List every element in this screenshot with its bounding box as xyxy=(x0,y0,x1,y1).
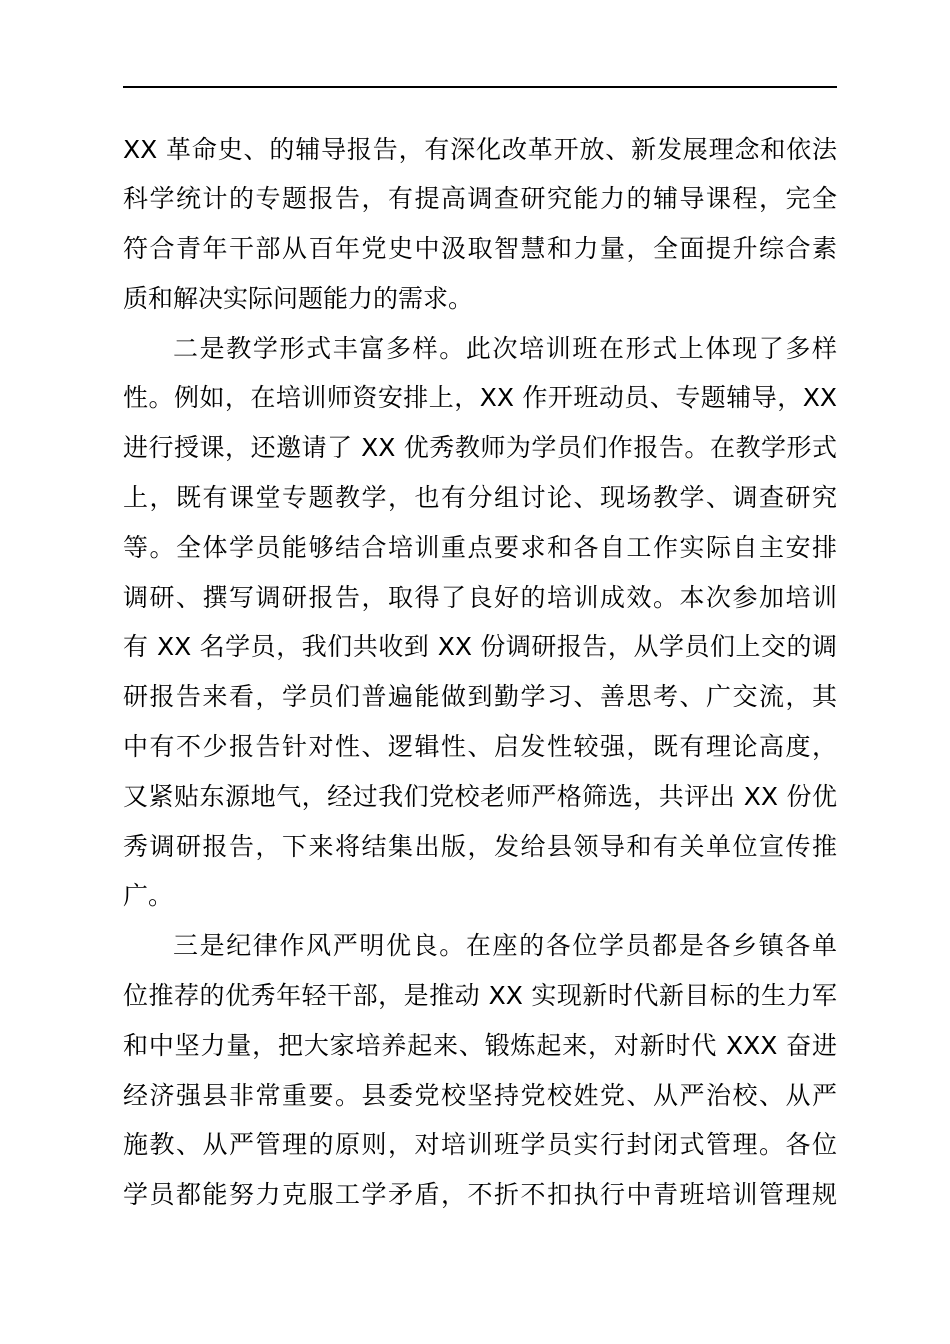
text-line: 秀调研报告，下来将结集出版，发给县领导和有关单位宣传推 xyxy=(123,832,837,861)
text-line: 有 XX 名学员，我们共收到 XX 份调研报告，从学员们上交的调 xyxy=(123,632,837,661)
text-line: 三是纪律作风严明优良。在座的各位学员都是各乡镇各单 xyxy=(173,931,837,960)
text-line: 性。例如，在培训师资安排上，XX 作开班动员、专题辅导，XX xyxy=(123,383,837,412)
text-line: 学员都能努力克服工学矛盾，不折不扣执行中青班培训管理规 xyxy=(123,1180,837,1209)
text-line: 广。 xyxy=(123,881,174,910)
text-line: 经济强县非常重要。县委党校坚持党校姓党、从严治校、从严 xyxy=(123,1081,837,1110)
text-line: 位推荐的优秀年轻干部，是推动 XX 实现新时代新目标的生力军 xyxy=(123,981,837,1010)
text-line: 和中坚力量，把大家培养起来、锻炼起来，对新时代 XXX 奋进 xyxy=(123,1031,837,1060)
text-line: 等。全体学员能够结合培训重点要求和各自工作实际自主安排 xyxy=(123,533,837,562)
text-line: 又紧贴东源地气，经过我们党校老师严格筛选，共评出 XX 份优 xyxy=(123,782,837,811)
text-line: 施教、从严管理的原则，对培训班学员实行封闭式管理。各位 xyxy=(123,1130,837,1159)
header-rule xyxy=(123,86,837,88)
text-line: XX 革命史、的辅导报告，有深化改革开放、新发展理念和依法 xyxy=(123,135,837,164)
text-line: 质和解决实际问题能力的需求。 xyxy=(123,284,474,313)
text-line: 进行授课，还邀请了 XX 优秀教师为学员们作报告。在教学形式 xyxy=(123,433,837,462)
text-line: 符合青年干部从百年党史中汲取智慧和力量，全面提升综合素 xyxy=(123,234,837,263)
text-line: 调研、撰写调研报告，取得了良好的培训成效。本次参加培训 xyxy=(123,583,837,612)
text-line: 研报告来看，学员们普遍能做到勤学习、善思考、广交流，其 xyxy=(123,682,837,711)
text-line: 中有不少报告针对性、逻辑性、启发性较强，既有理论高度， xyxy=(123,732,837,761)
text-line: 科学统计的专题报告，有提高调查研究能力的辅导课程，完全 xyxy=(123,184,837,213)
text-line: 二是教学形式丰富多样。此次培训班在形式上体现了多样 xyxy=(173,334,837,363)
text-line: 上，既有课堂专题教学，也有分组讨论、现场教学、调查研究 xyxy=(123,483,837,512)
